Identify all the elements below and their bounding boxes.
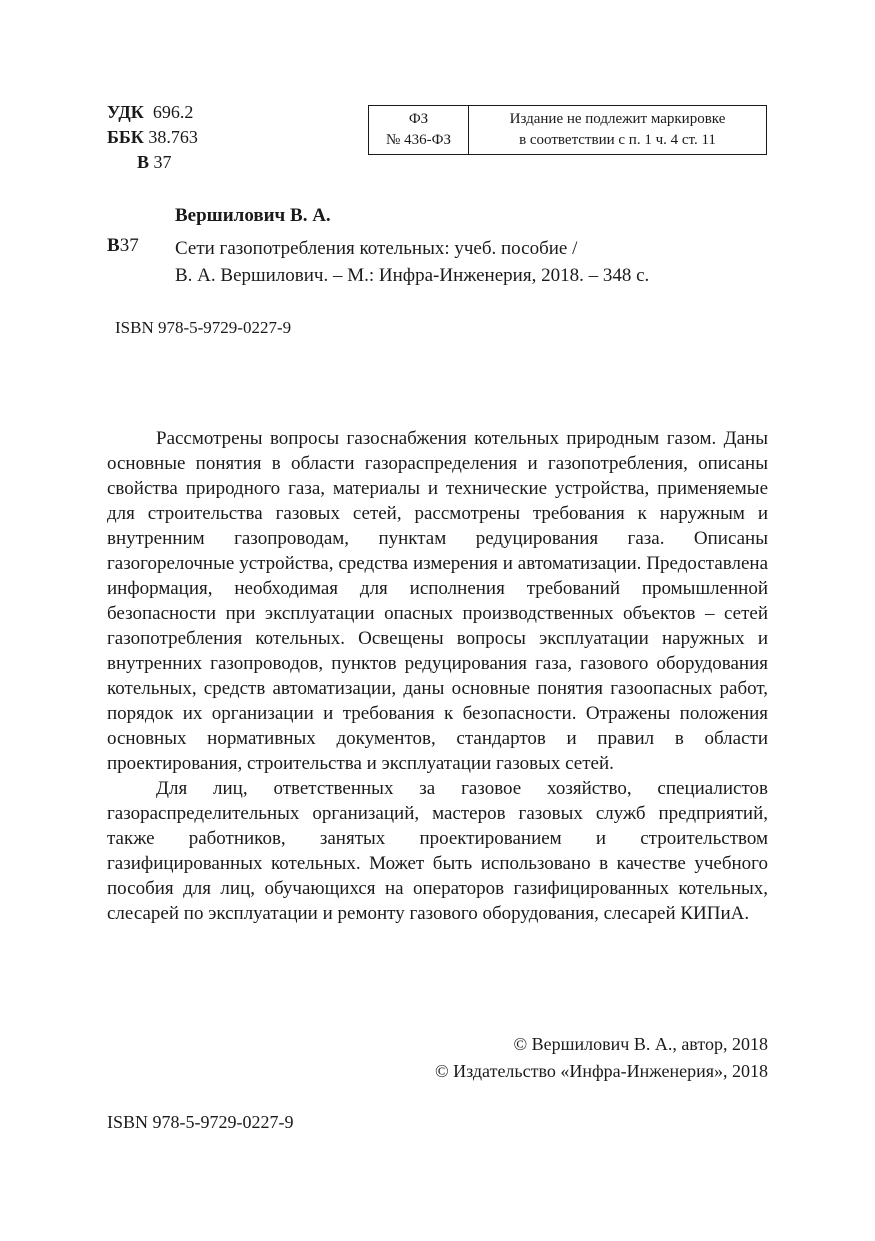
bbk-line (107, 125, 198, 150)
isbn-top: ISBN 978-5-9729-0227-9 (115, 318, 292, 337)
author-mark-number: 37 (153, 152, 172, 172)
author-mark-letter: В (137, 152, 150, 172)
bbk-value: 38.763 (148, 127, 198, 147)
note-cell (469, 106, 766, 154)
book-title-block (175, 235, 649, 289)
bbk-label: ББК (107, 127, 144, 147)
udk-value: 696.2 (152, 102, 194, 122)
bibliographic-code (107, 235, 139, 257)
udk-label: УДК (107, 102, 144, 122)
code-letter: В (107, 235, 120, 256)
marking-box (368, 105, 767, 155)
abstract-paragraph-1: Рассмотрены вопросы газоснабжения котельных природным газом. Даны основные понятия в области газораспределения и газопотребления, описаны свойства природного газа, материалы и технические устройства, применяемые для строительства газовых сетей, рассмотрены требования к наружным и внутренним газопроводам, пунктам редуцирования газа. Описаны газогорелочные устройства, средства измерения и автоматизации. Предоставлена информация, необходимая для исполнения требований промышленной безопасности при эксплуатации опасных производственных объектов – сетей газопотребления котельных. Освещены вопросы эксплуатации наружных и внутренних газопроводов, пунктов редуцирования газа, газового оборудования котельных, средств автоматизации, даны основные понятия газоопасных работ, порядок их организации и требования к безопасности. Отражены положения основных нормативных документов, стандартов и правил в области проектирования, строительства и эксплуатации газовых сетей. (107, 428, 768, 774)
law-cell (369, 106, 469, 154)
copyright-author: © Вершилович В. А., автор, 2018 (513, 1034, 768, 1054)
abstract-paragraph-2: Для лиц, ответственных за газовое хозяйство, специалистов газораспределительных организаций, мастеров газовых служб предприятий, также работников, занятых проектированием и строительством газифицированных котельных. Может быть использовано в качестве учебного пособия для лиц, обучающихся на операторов газифицированных котельных, слесарей по эксплуатации и ремонту газового оборудования, слесарей КИПиА. (107, 778, 768, 924)
title-line2: В. А. Вершилович. – М.: Инфра-Инженерия, 2018. – 348 с. (175, 265, 650, 286)
isbn-bottom: ISBN 978-5-9729-0227-9 (107, 1112, 294, 1132)
title-line1: Сети газопотребления котельных: учеб. пособие / (175, 238, 578, 259)
law-line1: ФЗ (408, 111, 429, 127)
copyright-block (435, 1031, 768, 1085)
code-number: 37 (119, 235, 139, 256)
note-line2: в соответствии с п. 1 ч. 4 ст. 11 (519, 132, 716, 148)
note-line1: Издание не подлежит маркировке (509, 111, 726, 127)
author-mark-line (107, 150, 198, 175)
law-line2: № 436-ФЗ (386, 132, 451, 148)
classification-block (107, 100, 198, 175)
author-name: Вершилович В. А. (175, 205, 331, 226)
udk-line (107, 100, 198, 125)
copyright-publisher: © Издательство «Инфра-Инженерия», 2018 (434, 1061, 768, 1081)
abstract (107, 426, 768, 926)
